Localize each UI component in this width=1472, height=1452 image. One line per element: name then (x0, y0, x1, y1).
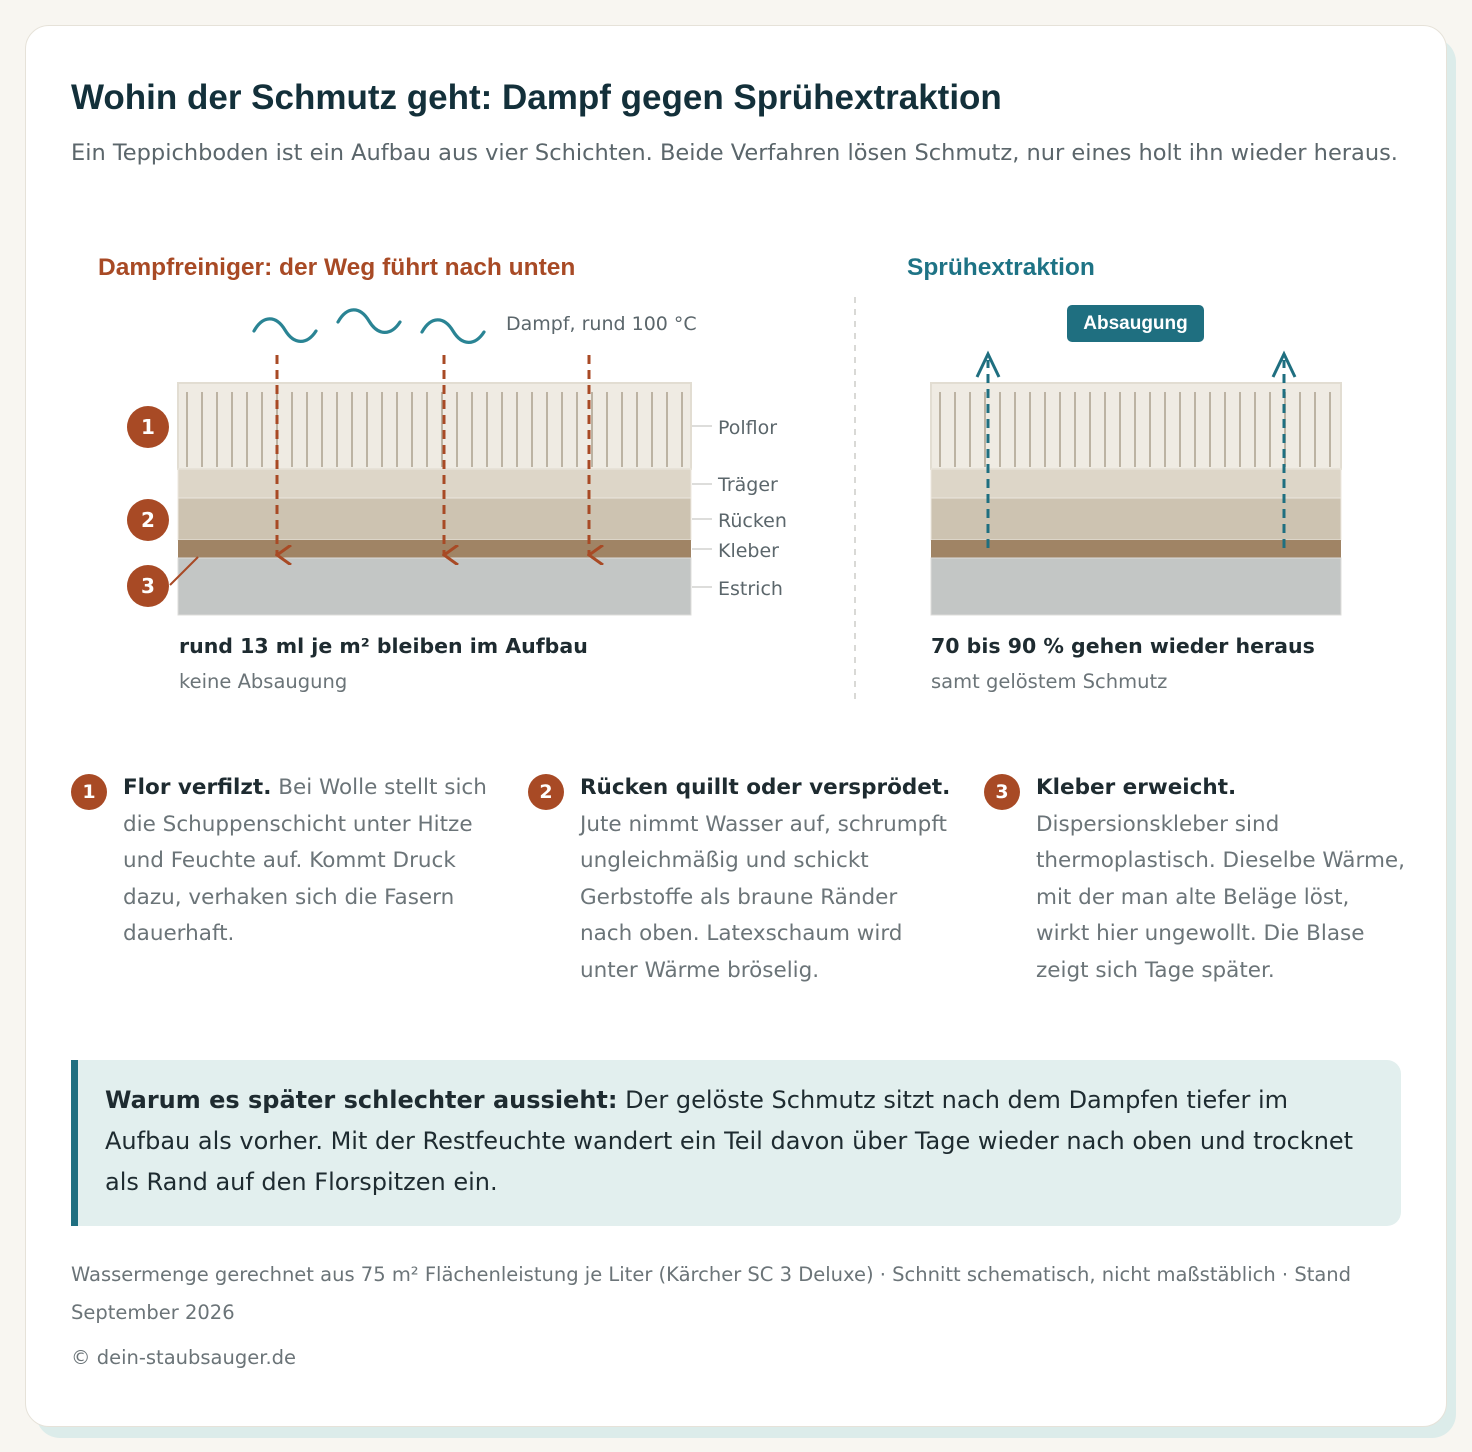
layer-label-traeger: Träger (718, 474, 778, 496)
layer-glue (931, 540, 1341, 558)
extraction-result: 70 bis 90 % gehen wieder heraus (931, 634, 1315, 658)
layer-glue (178, 540, 691, 558)
info-callout (71, 1060, 1401, 1226)
callout-text: Der gelöste Schmutz sitzt nach dem Dampfen tiefer im Aufbau als vorher. Mit der Restfeuchte wandert ein Teil davon über Tage wieder nach oben und trocknet als Rand auf den Florspitzen ein. (105, 1086, 1354, 1196)
steam-label: Dampf, rund 100 °C (506, 313, 697, 335)
extraction-carpet-layers (931, 383, 1341, 615)
note-title: Rücken quillt oder versprödet. (580, 775, 951, 800)
steam-wave-icon (338, 310, 400, 333)
layer-label-kleber: Kleber (718, 540, 779, 562)
steam-wave-icon (254, 319, 316, 342)
suction-badge: Absaugung (1067, 305, 1204, 342)
note-kleber (995, 770, 1408, 989)
steam-result: rund 13 ml je m² bleiben im Aufbau (179, 634, 588, 658)
layer-pile (178, 383, 691, 469)
copyright: © dein-staubsauger.de (71, 1346, 297, 1369)
marker-2-label: 2 (141, 508, 155, 532)
steam-wave-icon (422, 320, 484, 343)
note-text (580, 770, 952, 989)
steam-carpet-layers (178, 383, 691, 615)
extraction-result-sub: samt gelöstem Schmutz (931, 670, 1168, 693)
layer-screed (931, 558, 1341, 615)
layer-screed (178, 558, 691, 615)
note-number-badge: 3 (984, 774, 1020, 810)
steam-panel-title: Dampfreiniger: der Weg führt nach unten (98, 254, 576, 281)
layer-label-estrich: Estrich (718, 578, 783, 600)
note-body: Dispersionskleber sind thermoplastisch. Dieselbe Wärme, mit der man alte Beläge löst, wirkt hier ungewollt. Die Blase zeigt sich Tage später. (1036, 811, 1405, 983)
footnote: Wassermenge gerechnet aus 75 m² Flächenleistung je Liter (Kärcher SC 3 Deluxe) · Schnitt schematisch, nicht maßstäblich · Stand September 2026 (71, 1263, 1352, 1324)
layer-pile (931, 383, 1341, 469)
layer-carrier (931, 469, 1341, 498)
note-body: Jute nimmt Wasser auf, schrumpft ungleichmäßig und schickt Gerbstoffe als braune Ränder nach oben. Latexschaum wird unter Wärme bröselig. (580, 811, 947, 983)
note-text (123, 770, 495, 953)
layer-carrier (178, 469, 691, 498)
note-title: Kleber erweicht. (1036, 775, 1237, 800)
note-body: Bei Wolle stellt sich die Schuppenschicht unter Hitze und Feuchte auf. Kommt Druck dazu, verhaken sich die Fasern dauerhaft. (123, 775, 487, 946)
layer-label-polflor: Polflor (718, 417, 778, 439)
note-text (1036, 770, 1408, 989)
callout-title: Warum es später schlechter aussieht: (105, 1086, 618, 1114)
page-title: Wohin der Schmutz geht: Dampf gegen Sprühextraktion (71, 78, 1002, 117)
page-subtitle: Ein Teppichboden ist ein Aufbau aus vier Schichten. Beide Verfahren lösen Schmutz, nur eines holt ihn wieder heraus. (71, 140, 1398, 166)
marker-1-label: 1 (141, 415, 155, 439)
note-ruecken (539, 770, 952, 989)
marker-3-label: 3 (141, 574, 155, 598)
extraction-panel-title: Sprühextraktion (907, 254, 1095, 281)
layer-backing (931, 498, 1341, 540)
layer-leaders (692, 426, 712, 587)
note-number-badge: 2 (528, 774, 564, 810)
steam-result-sub: keine Absaugung (179, 670, 348, 693)
note-flor (82, 770, 495, 953)
layer-label-ruecken: Rücken (718, 510, 787, 532)
note-title: Flor verfilzt. (123, 775, 272, 800)
steam-wave-icons (254, 310, 484, 343)
layer-backing (178, 498, 691, 540)
note-number-badge: 1 (71, 774, 107, 810)
